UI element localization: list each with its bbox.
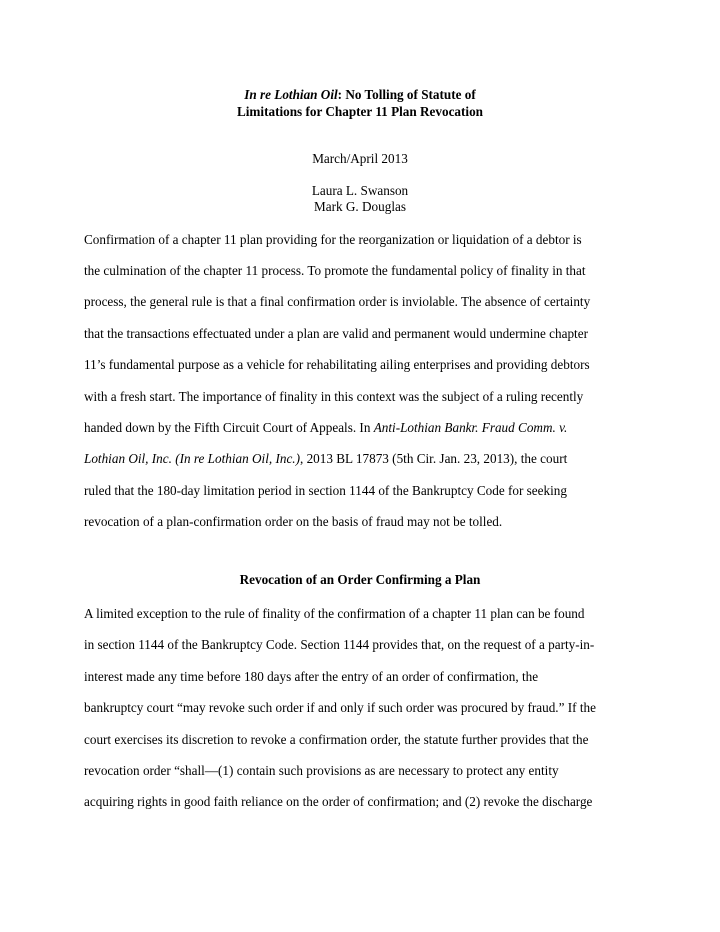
case-citation-italic: Anti-Lothian Bankr. Fraud Comm. v. bbox=[373, 420, 568, 435]
article-title-line-2: Limitations for Chapter 11 Plan Revocation bbox=[236, 104, 484, 119]
text-line: that the transactions effectuated under a plan are valid and permanent would undermine chapter bbox=[84, 326, 588, 341]
author-1: Laura L. Swanson bbox=[311, 183, 409, 198]
section-heading: Revocation of an Order Confirming a Plan bbox=[239, 572, 481, 587]
text-line: the culmination of the chapter 11 process. To promote the fundamental policy of finality in that bbox=[84, 263, 586, 278]
text-span: , 2013 BL 17873 (5th Cir. Jan. 23, 2013), the court bbox=[299, 451, 568, 466]
text-line: with a fresh start. The importance of finality in this context was the subject of a ruling recently bbox=[84, 389, 584, 404]
author-2: Mark G. Douglas bbox=[314, 199, 406, 214]
text-line: revocation of a plan-confirmation order on the basis of fraud may not be tolled. bbox=[84, 514, 503, 529]
text-line: process, the general rule is that a final confirmation order is inviolable. The absence of certainty bbox=[84, 294, 591, 309]
article-title-line-1 bbox=[0, 86, 720, 103]
text-line bbox=[84, 451, 567, 467]
text-line: Confirmation of a chapter 11 plan providing for the reorganization or liquidation of a debtor is bbox=[84, 232, 582, 247]
text-line: court exercises its discretion to revoke a confirmation order, the statute further provides that the bbox=[84, 732, 589, 747]
text-line: in section 1144 of the Bankruptcy Code. Section 1144 provides that, on the request of a party-in- bbox=[84, 637, 595, 652]
text-line: 11’s fundamental purpose as a vehicle for rehabilitating ailing enterprises and providing debtors bbox=[84, 357, 590, 372]
text-line: interest made any time before 180 days after the entry of an order of confirmation, the bbox=[84, 669, 539, 684]
title-rest: : No Tolling of Statute of bbox=[337, 87, 476, 102]
text-line bbox=[84, 420, 567, 436]
publication-date: March/April 2013 bbox=[312, 151, 408, 166]
text-line: revocation order “shall—(1) contain such provisions as are necessary to protect any entity bbox=[84, 763, 559, 778]
text-line: ruled that the 180-day limitation period in section 1144 of the Bankruptcy Code for seeking bbox=[84, 483, 567, 498]
text-line: A limited exception to the rule of finality of the confirmation of a chapter 11 plan can be found bbox=[84, 606, 585, 621]
text-line: bankruptcy court “may revoke such order if and only if such order was procured by fraud.” If the bbox=[84, 700, 596, 715]
text-line: acquiring rights in good faith reliance on the order of confirmation; and (2) revoke the discharge bbox=[84, 794, 593, 809]
text-span: handed down by the Fifth Circuit Court of Appeals. In bbox=[84, 420, 374, 435]
case-name-italic: In re Lothian Oil bbox=[244, 87, 338, 102]
case-citation-italic: Lothian Oil, Inc. (In re Lothian Oil, Inc.) bbox=[84, 451, 300, 466]
